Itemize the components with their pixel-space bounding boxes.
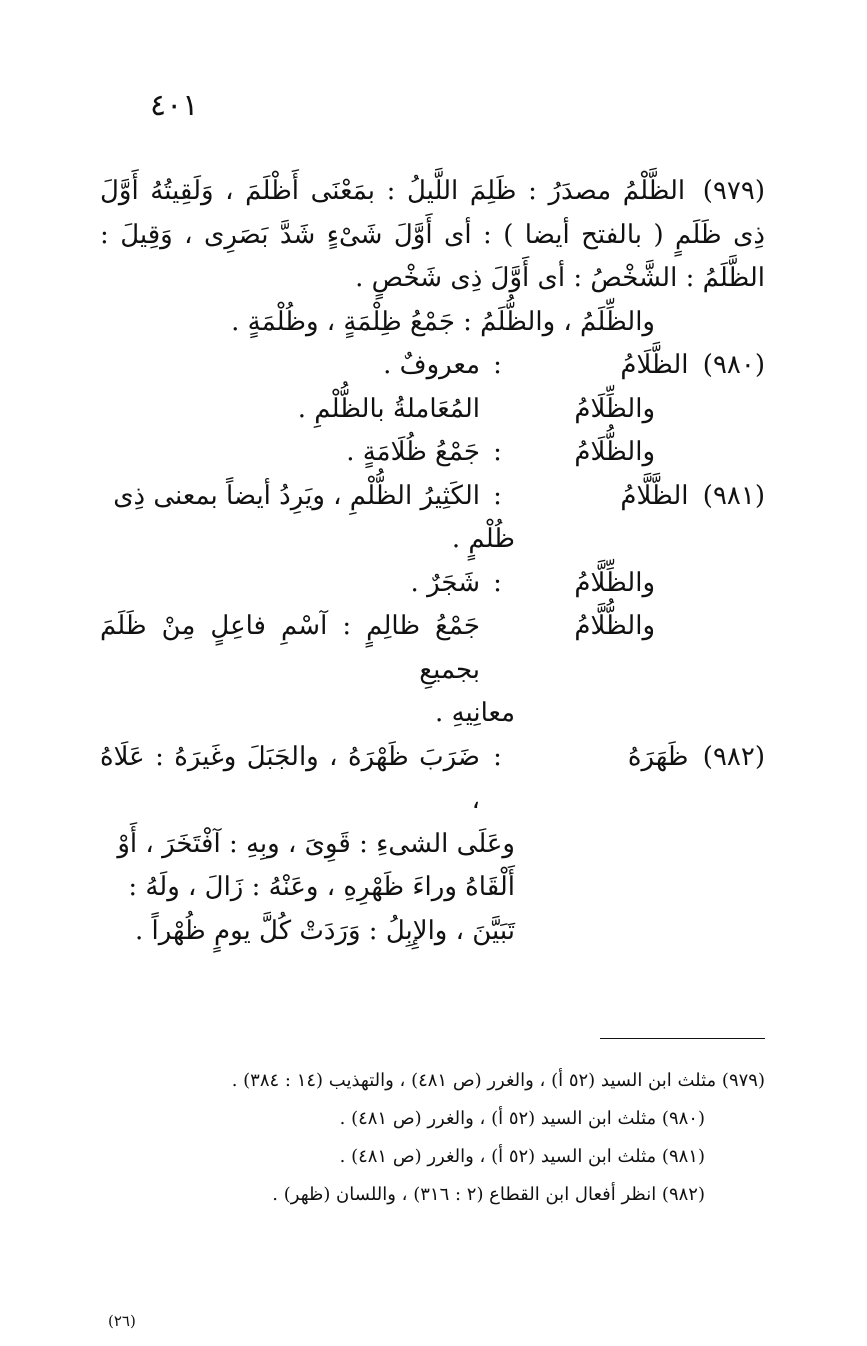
entry-982-line-3: أَلْقَاهُ وراءَ ظَهْرِهِ ، وعَنْهُ : زَالَ ، ولَهُ : <box>128 872 515 902</box>
signature-mark: (٢٦) <box>108 1312 136 1330</box>
entry-981-head-word: الظَّلَّامُ <box>620 480 689 511</box>
entry-982-line-1: ضَرَبَ ظَهْرَهُ ، والجَبَلَ وغَيرَهُ : عَلَاهُ ، <box>100 741 480 815</box>
entry-980-number: (٩٨٠) <box>702 350 765 380</box>
entry-981-head-2: والظِّلَّامُ <box>574 567 655 598</box>
entry-982-head <box>515 736 765 780</box>
entry-979-number: (٩٧٩) <box>702 176 765 206</box>
main-text <box>100 170 765 953</box>
entry-981-def-3: جَمْعُ ظالِمٍ : آسْمِ فاعِلٍ مِنْ ظَلَمَ بجميعِ <box>100 611 480 685</box>
footnote-981: (٩٨١) مثلث ابن السيد (٥٢ أ) ، والغرر (ص ٤٨١) . <box>339 1146 705 1167</box>
entry-980-head-3: والظُّلَامُ <box>574 437 655 467</box>
entry-980-colon-1: : <box>493 350 502 380</box>
entry-981-row-2 <box>100 562 765 606</box>
entry-979-extra: والظِّلَمُ ، والظُّلَمُ : جَمْعُ ظِلْمَةٍ ، وظُلْمَةٍ . <box>231 306 655 337</box>
entry-981-row-3 <box>100 605 765 692</box>
entry-982-row-1 <box>100 736 765 823</box>
entry-981-head <box>515 475 765 519</box>
entry-982-head-word: ظَهَرَهُ <box>627 741 689 772</box>
entry-980-head-2: والظِّلَامُ <box>574 393 655 424</box>
entry-982 <box>100 736 765 954</box>
footnote-979: (٩٧٩) مثلث ابن السيد (٥٢ أ) ، والغرر (ص ٤٨١) ، والتهذيب (١٤ : ٣٨٤) . <box>231 1070 765 1091</box>
entry-981-head-3: والظُّلَّامُ <box>574 611 655 641</box>
entry-981-def-1-cont: ظُلْمٍ . <box>451 524 515 554</box>
footnote-980: (٩٨٠) مثلث ابن السيد (٥٢ أ) ، والغرر (ص ٤٨١) . <box>339 1108 705 1129</box>
entry-980-head <box>515 344 765 388</box>
entry-980-def-2: المُعَاملةُ بالظُّلْمِ . <box>297 393 480 424</box>
entry-979-body: الظَّلْمُ مصدَرُ : ظَلِمَ اللَّيلُ : بمَعْنَى أَظْلَمَ ، وَلَقِيتُهُ أَوَّلَ ذِى ظَلَمٍ ( بالفتح أيضا ) : أى أَوَّلَ شَىْءٍ شَدَّ بَصَرِى ، وَقِيلَ : الظَّلَمُ : الشَّخْصُ : أى أَوَّلَ ذِى شَخْصٍ . <box>100 176 765 293</box>
entry-982-number: (٩٨٢) <box>702 741 765 772</box>
entry-981-colon-2: : <box>493 567 502 598</box>
entry-981-def-3-cont: معانِيهِ . <box>435 698 515 728</box>
entry-981-def-1: الكَثِيرُ الظُّلْمِ ، ويَرِدُ أيضاً بمعنى ذِى <box>113 480 480 511</box>
entry-979-text <box>100 170 765 301</box>
entry-982-line-2: وعَلَى الشىءِ : قَوِىَ ، وبِهِ : آفْتَخَرَ ، أَوْ <box>117 828 515 859</box>
entry-980-row-1 <box>100 344 765 388</box>
entry-981-colon-1: : <box>493 480 502 511</box>
entry-980-colon-3: : <box>493 437 502 467</box>
entry-982-colon: : <box>493 741 502 772</box>
entry-979 <box>100 170 765 344</box>
entry-981 <box>100 475 765 736</box>
entry-981-row-1 <box>100 475 765 519</box>
page-number: ٤٠١ <box>150 88 199 123</box>
footnote-divider <box>600 1038 765 1039</box>
entry-980 <box>100 344 765 475</box>
entry-980-def-1: معروفٌ . <box>383 350 480 380</box>
footnotes <box>100 1062 765 1214</box>
entry-980-row-2 <box>100 388 765 432</box>
entry-981-def-2: شَجَرٌ . <box>410 567 480 598</box>
footnote-982: (٩٨٢) انظر أفعال ابن القطاع (٢ : ٣١٦) ، واللسان (ظهر) . <box>272 1184 705 1205</box>
entry-980-head-word: الظَّلَامُ <box>620 350 689 380</box>
entry-980-def-3: جَمْعُ ظُلَامَةٍ . <box>346 437 480 467</box>
entry-982-line-4: تَبَيَّنَ ، والإِبِلُ : وَرَدَتْ كُلَّ يومٍ ظُهْراً . <box>134 915 515 946</box>
entry-981-number: (٩٨١) <box>702 480 765 511</box>
entry-980-row-3 <box>100 431 765 475</box>
